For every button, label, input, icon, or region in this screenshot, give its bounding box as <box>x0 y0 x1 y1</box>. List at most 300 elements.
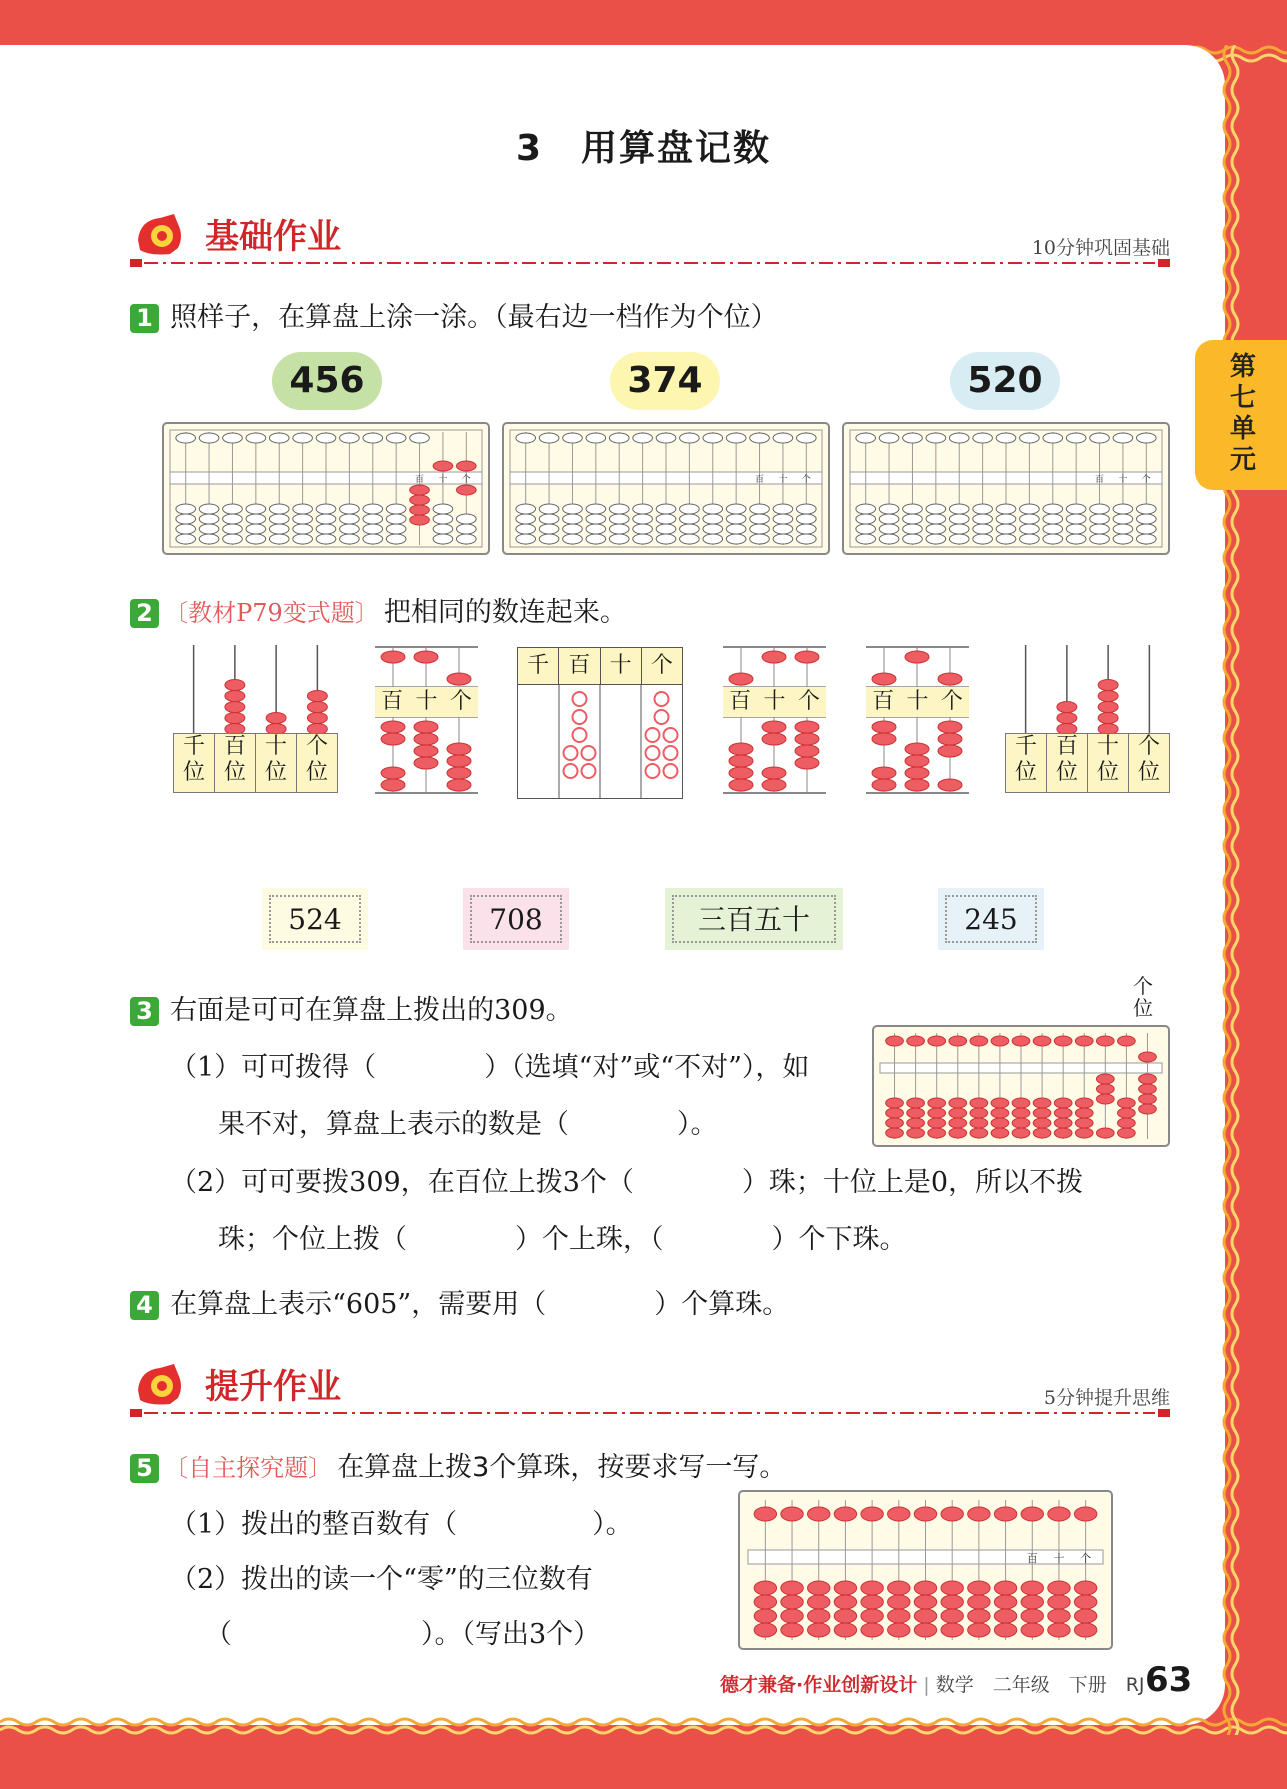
lower-bead <box>1139 1084 1157 1094</box>
lower-bead <box>223 514 243 524</box>
upper-bead <box>680 433 700 443</box>
lower-bead <box>1048 1623 1070 1637</box>
lower-bead <box>796 524 816 534</box>
q5-part1: （1）拨出的整百数有（ ）。 <box>170 1509 633 1540</box>
lower-bead <box>729 743 753 755</box>
lower-bead <box>293 524 313 534</box>
q2-counter-f[interactable] <box>1005 645 1170 795</box>
lower-bead <box>447 779 471 791</box>
q2-counter-a[interactable] <box>173 645 338 795</box>
place-dot <box>564 764 578 778</box>
lower-bead <box>879 534 899 544</box>
lower-bead <box>729 767 753 779</box>
lower-bead <box>1139 1104 1157 1114</box>
q2-answer-350[interactable]: 三百五十 <box>665 888 843 950</box>
lower-bead <box>994 1609 1016 1623</box>
lower-bead <box>316 534 336 544</box>
lower-bead <box>414 745 438 757</box>
q2-counter-a-rods <box>173 645 338 735</box>
q2f-col-thousand: 千 位 <box>1005 733 1047 793</box>
lower-bead <box>386 514 406 524</box>
lower-bead <box>888 1595 910 1609</box>
lower-bead <box>1090 504 1110 514</box>
lower-bead <box>447 767 471 779</box>
lower-bead <box>928 1128 946 1138</box>
lower-bead <box>633 504 653 514</box>
q2-answer-708[interactable]: 708 <box>463 888 569 950</box>
lower-bead <box>1136 514 1156 524</box>
upper-bead <box>1075 1036 1093 1046</box>
lower-bead <box>879 504 899 514</box>
right-wave-border <box>1215 45 1245 1735</box>
lower-bead <box>973 534 993 544</box>
upper-bead <box>269 433 289 443</box>
upper-bead <box>293 433 313 443</box>
counter-bead <box>1098 680 1118 691</box>
lower-bead <box>938 733 962 745</box>
lower-bead <box>1020 514 1040 524</box>
counter-bead <box>1098 691 1118 702</box>
q1-abacus-374[interactable] <box>502 422 830 555</box>
q3-part1-line2: 果不对，算盘上表示的数是（ ）。 <box>218 1109 718 1140</box>
lower-bead <box>1066 524 1086 534</box>
lower-bead <box>1136 524 1156 534</box>
lower-bead <box>907 1108 925 1118</box>
lower-bead <box>1012 1128 1030 1138</box>
upper-bead <box>968 1507 990 1521</box>
place-dot <box>646 728 660 742</box>
upper-bead <box>886 1036 904 1046</box>
lower-bead <box>726 534 746 544</box>
q5-tag: 〔自主探究题〕 <box>164 1454 333 1482</box>
q2-prompt <box>130 590 627 629</box>
lower-bead <box>949 534 969 544</box>
q3-abacus-309[interactable] <box>872 1025 1170 1147</box>
section-advanced-title: 提升作业 <box>205 1367 341 1407</box>
lower-bead <box>991 1098 1009 1108</box>
lower-bead <box>456 534 476 544</box>
q1-number-374: 374 <box>610 352 720 410</box>
lower-bead <box>1075 1118 1093 1128</box>
q1-abacus-456[interactable] <box>162 422 490 555</box>
lower-bead <box>680 534 700 544</box>
lower-bead <box>363 524 383 534</box>
section-basic-title: 基础作业 <box>205 217 341 257</box>
lower-bead <box>586 504 606 514</box>
upper-bead <box>991 1036 1009 1046</box>
q2-number: 2 <box>130 599 159 628</box>
lower-bead <box>1139 1074 1157 1084</box>
upper-bead <box>316 433 336 443</box>
upper-bead <box>808 1507 830 1521</box>
lower-bead <box>447 755 471 767</box>
lower-bead <box>949 524 969 534</box>
lower-bead <box>970 1128 988 1138</box>
place-dot <box>655 692 669 706</box>
lower-bead <box>872 721 896 733</box>
lower-bead <box>1043 514 1063 524</box>
lower-bead <box>1054 1118 1072 1128</box>
lower-bead <box>968 1623 990 1637</box>
lower-bead <box>609 504 629 514</box>
q2e-beads <box>866 645 969 795</box>
q3-part2-line2: 珠；个位上拨（ ）个上珠，（ ）个下珠。 <box>218 1224 907 1255</box>
lower-bead <box>414 733 438 745</box>
lower-bead <box>293 514 313 524</box>
q3-part2-line1: （2）可可要拨309，在百位上拨3个（ ）珠；十位上是0，所以不拨 <box>170 1167 1084 1198</box>
place-dot <box>646 764 660 778</box>
upper-bead <box>994 1507 1016 1521</box>
place-label: 十 <box>1053 1552 1065 1565</box>
q2b-row-labels: 百 十 个 <box>375 687 478 717</box>
q2b-beads <box>375 645 478 795</box>
lower-bead <box>609 524 629 534</box>
lower-bead <box>996 504 1016 514</box>
q2f-col-ten: 十 位 <box>1088 733 1129 793</box>
upper-bead <box>729 673 753 685</box>
lower-bead <box>269 524 289 534</box>
q2-mini-abacus-d[interactable] <box>723 645 826 795</box>
lower-bead <box>808 1609 830 1623</box>
trumpet-icon <box>130 1360 190 1410</box>
lower-bead <box>609 514 629 524</box>
place-dot <box>664 728 678 742</box>
upper-bead <box>363 433 383 443</box>
upper-bead <box>834 1507 856 1521</box>
lower-bead <box>363 504 383 514</box>
upper-bead <box>433 461 453 471</box>
lower-bead <box>973 504 993 514</box>
upper-bead <box>447 673 471 685</box>
counter-bead <box>1057 702 1077 713</box>
lower-bead <box>316 504 336 514</box>
upper-bead <box>1048 1507 1070 1521</box>
lower-bead <box>414 721 438 733</box>
lower-bead <box>1118 1098 1136 1108</box>
lower-bead <box>949 1098 967 1108</box>
lower-bead <box>199 514 219 524</box>
lower-bead <box>293 534 313 544</box>
place-dot <box>582 764 596 778</box>
lower-bead <box>726 504 746 514</box>
lower-bead <box>968 1581 990 1595</box>
lower-bead <box>926 524 946 534</box>
lower-bead <box>1136 534 1156 544</box>
lower-bead <box>834 1609 856 1623</box>
counter-bead <box>225 680 245 691</box>
q2d-beads <box>723 645 826 795</box>
q1-abacus-520[interactable] <box>842 422 1170 555</box>
section-advanced-divider <box>130 1408 1170 1418</box>
place-dot <box>573 728 587 742</box>
upper-bead <box>1054 1036 1072 1046</box>
lower-bead <box>223 534 243 544</box>
lower-bead <box>903 514 923 524</box>
lower-bead <box>795 721 819 733</box>
lower-bead <box>456 485 476 495</box>
lower-bead <box>941 1581 963 1595</box>
lower-bead <box>750 504 770 514</box>
q2-tag: 〔教材P79变式题〕 <box>164 599 379 627</box>
lower-bead <box>834 1581 856 1595</box>
lower-bead <box>773 524 793 534</box>
lower-bead <box>941 1609 963 1623</box>
counter-bead <box>225 691 245 702</box>
lower-bead <box>1020 504 1040 514</box>
q2-mini-abacus-b[interactable] <box>375 645 478 795</box>
section-basic-divider <box>130 258 1170 268</box>
lower-bead <box>754 1595 776 1609</box>
lower-bead <box>905 767 929 779</box>
upper-bead <box>381 651 405 663</box>
lower-bead <box>381 721 405 733</box>
counter-bead <box>307 713 327 724</box>
lower-bead <box>340 514 360 524</box>
lower-bead <box>433 524 453 534</box>
upper-bead <box>1033 1036 1051 1046</box>
lower-bead <box>1090 534 1110 544</box>
lower-bead <box>968 1595 990 1609</box>
lower-bead <box>414 757 438 769</box>
lower-bead <box>1096 1094 1114 1104</box>
lower-bead <box>941 1595 963 1609</box>
place-label: 百 <box>755 475 765 485</box>
lower-bead <box>539 514 559 524</box>
lower-bead <box>1066 534 1086 544</box>
lower-bead <box>888 1581 910 1595</box>
lower-bead <box>199 504 219 514</box>
lower-bead <box>1033 1098 1051 1108</box>
upper-bead <box>905 651 929 663</box>
upper-bead <box>879 433 899 443</box>
upper-bead <box>539 433 559 443</box>
lower-bead <box>1118 1118 1136 1128</box>
lower-bead <box>914 1581 936 1595</box>
lower-bead <box>1139 1094 1157 1104</box>
lower-bead <box>269 534 289 544</box>
q2a-col-ten: 十 位 <box>256 733 297 793</box>
upper-bead <box>176 433 196 443</box>
lower-bead <box>1033 1108 1051 1118</box>
lower-bead <box>1012 1108 1030 1118</box>
q2-mini-abacus-e[interactable] <box>866 645 969 795</box>
q1-number: 1 <box>130 304 159 333</box>
upper-bead <box>941 1507 963 1521</box>
lower-bead <box>1096 1128 1114 1138</box>
upper-bead <box>410 433 430 443</box>
lower-bead <box>516 524 536 534</box>
upper-bead <box>861 1507 883 1521</box>
lower-bead <box>223 504 243 514</box>
lower-bead <box>907 1098 925 1108</box>
q3-prompt <box>130 988 573 1027</box>
lower-bead <box>1066 514 1086 524</box>
lower-bead <box>586 534 606 544</box>
lower-bead <box>680 504 700 514</box>
unit-tab <box>1195 340 1287 490</box>
lower-bead <box>386 504 406 514</box>
lower-bead <box>872 767 896 779</box>
lower-bead <box>994 1581 1016 1595</box>
upper-bead <box>996 433 1016 443</box>
lower-bead <box>1075 1108 1093 1118</box>
lower-bead <box>861 1581 883 1595</box>
lower-bead <box>762 779 786 791</box>
lower-bead <box>1075 1098 1093 1108</box>
upper-bead <box>1118 1036 1136 1046</box>
upper-bead <box>1043 433 1063 443</box>
page-title: 3 用算盘记数 <box>515 128 772 169</box>
lower-bead <box>856 514 876 524</box>
lower-bead <box>796 504 816 514</box>
unit-tab-label: 第七单元 <box>1229 352 1256 475</box>
lower-bead <box>996 514 1016 524</box>
lower-bead <box>609 534 629 544</box>
lower-bead <box>1074 1581 1096 1595</box>
upper-bead <box>773 433 793 443</box>
lower-bead <box>1075 1128 1093 1138</box>
upper-bead <box>762 651 786 663</box>
lower-bead <box>994 1623 1016 1637</box>
upper-bead <box>795 651 819 663</box>
lower-bead <box>808 1581 830 1595</box>
lower-bead <box>563 534 583 544</box>
lower-bead <box>905 743 929 755</box>
q2a-col-thousand: 千 位 <box>173 733 215 793</box>
place-dot <box>573 692 587 706</box>
lower-bead <box>949 504 969 514</box>
place-label: 百 <box>1026 1552 1038 1565</box>
footer-brand: 德才兼备·作业创新设计 | 数学 二年级 下册 RJ <box>720 1674 1145 1696</box>
lower-bead <box>433 514 453 524</box>
lower-bead <box>433 504 453 514</box>
lower-bead <box>1096 1074 1114 1084</box>
lower-bead <box>1054 1108 1072 1118</box>
lower-bead <box>856 504 876 514</box>
lower-bead <box>246 534 266 544</box>
upper-bead <box>1139 1052 1157 1062</box>
lower-bead <box>539 504 559 514</box>
lower-bead <box>903 534 923 544</box>
lower-bead <box>1033 1118 1051 1128</box>
lower-bead <box>949 1108 967 1118</box>
lower-bead <box>795 757 819 769</box>
lower-bead <box>680 514 700 524</box>
lower-bead <box>447 743 471 755</box>
lower-bead <box>410 485 430 495</box>
counter-bead <box>266 713 286 724</box>
lower-bead <box>199 524 219 534</box>
lower-bead <box>316 514 336 524</box>
lower-bead <box>1113 504 1133 514</box>
lower-bead <box>938 745 962 757</box>
lower-bead <box>856 524 876 534</box>
lower-bead <box>879 524 899 534</box>
lower-bead <box>433 534 453 544</box>
lower-bead <box>754 1581 776 1595</box>
lower-bead <box>1113 524 1133 534</box>
lower-bead <box>973 514 993 524</box>
upper-bead <box>781 1507 803 1521</box>
lower-bead <box>872 733 896 745</box>
q1-number-456: 456 <box>272 352 382 410</box>
lower-bead <box>680 524 700 534</box>
lower-bead <box>905 755 929 767</box>
place-label: 个 <box>1141 475 1151 485</box>
q2e-row-labels: 百 十 个 <box>866 687 969 717</box>
upper-bead <box>340 433 360 443</box>
lower-bead <box>1090 524 1110 534</box>
upper-bead <box>456 461 476 471</box>
q5-part2-line2: （ ）。（写出3个） <box>205 1619 601 1650</box>
lower-bead <box>968 1609 990 1623</box>
upper-bead <box>223 433 243 443</box>
lower-bead <box>970 1098 988 1108</box>
upper-bead <box>633 433 653 443</box>
lower-bead <box>991 1128 1009 1138</box>
lower-bead <box>861 1595 883 1609</box>
lower-bead <box>754 1609 776 1623</box>
q5-number: 5 <box>130 1454 159 1483</box>
upper-bead <box>586 433 606 443</box>
lower-bead <box>1043 504 1063 514</box>
lower-bead <box>199 534 219 544</box>
q3-abacus-label: 个 位 <box>1133 974 1153 1020</box>
lower-bead <box>176 534 196 544</box>
upper-bead <box>1090 433 1110 443</box>
lower-bead <box>879 514 899 524</box>
q2-counter-f-labels <box>1005 733 1170 793</box>
section-advanced-header <box>130 1355 1170 1415</box>
q2a-col-hundred: 百 位 <box>215 733 256 793</box>
lower-bead <box>456 514 476 524</box>
lower-bead <box>1043 524 1063 534</box>
lower-bead <box>941 1623 963 1637</box>
q3-text: 右面是可可在算盘上拨出的309。 <box>170 995 573 1026</box>
upper-bead <box>414 651 438 663</box>
lower-bead <box>1012 1098 1030 1108</box>
lower-bead <box>781 1609 803 1623</box>
place-label: 个 <box>1080 1552 1092 1565</box>
lower-bead <box>386 524 406 534</box>
q2-answer-245[interactable]: 245 <box>938 888 1044 950</box>
lower-bead <box>410 495 430 505</box>
q2d-row-labels: 百 十 个 <box>723 687 826 717</box>
upper-bead <box>926 433 946 443</box>
lower-bead <box>996 524 1016 534</box>
upper-bead <box>1066 433 1086 443</box>
lower-bead <box>773 534 793 544</box>
place-label: 十 <box>1118 475 1128 485</box>
upper-bead <box>1020 433 1040 443</box>
lower-bead <box>340 504 360 514</box>
lower-bead <box>1113 534 1133 544</box>
upper-bead <box>754 1507 776 1521</box>
lower-bead <box>808 1595 830 1609</box>
q2-answer-524[interactable]: 524 <box>262 888 368 950</box>
lower-bead <box>363 534 383 544</box>
lower-bead <box>762 721 786 733</box>
lower-bead <box>633 514 653 524</box>
lower-bead <box>970 1118 988 1128</box>
lower-bead <box>856 534 876 544</box>
q2-place-table[interactable] <box>517 647 683 799</box>
q5-abacus[interactable] <box>738 1490 1113 1650</box>
upper-bead <box>928 1036 946 1046</box>
place-label: 百 <box>415 475 425 485</box>
upper-bead <box>199 433 219 443</box>
lower-bead <box>381 767 405 779</box>
